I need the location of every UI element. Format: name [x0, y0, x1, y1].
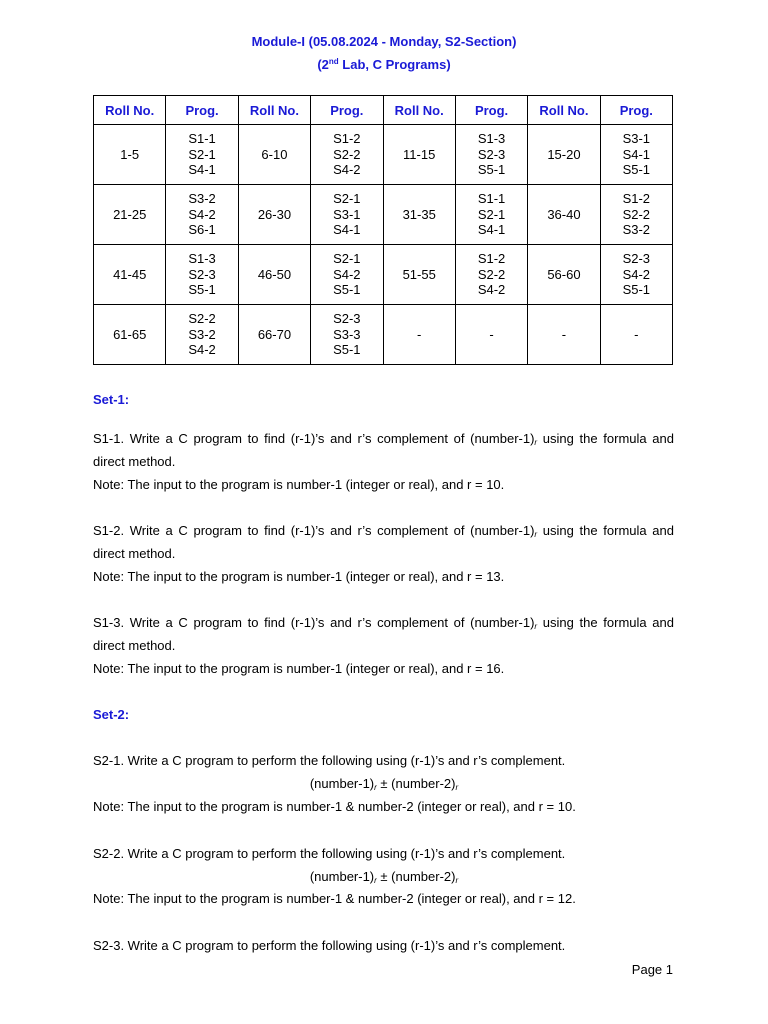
question-s1-1: [93, 427, 674, 496]
program-cell: -: [455, 305, 527, 365]
program-cell: -: [600, 305, 672, 365]
program-cell: [166, 245, 238, 305]
header-roll-no: Roll No.: [238, 96, 310, 125]
question-note: Note: The input to the program is number-1 (integer or real), and r = 16.: [93, 661, 505, 676]
program-id: S6-1: [188, 222, 216, 238]
formula-s2-2: [0, 869, 768, 884]
program-id: S3-2: [188, 326, 216, 342]
table-row: [94, 245, 673, 305]
question-s2-3: S2-3. Write a C program to perform the following using (r-1)’s and r’s complement.: [93, 938, 566, 953]
roll-range-cell: -: [528, 305, 600, 365]
program-id: S2-2: [188, 311, 216, 327]
program-id: S3-1: [622, 131, 651, 147]
program-cell: [455, 245, 527, 305]
formula-operand-1: (number-1): [309, 869, 375, 884]
formula-operand-2: (number-2): [391, 869, 456, 884]
program-cell: [311, 305, 383, 365]
formula-s2-1: [0, 776, 768, 791]
program-id: S1-2: [477, 251, 506, 267]
roll-range-cell: 61-65: [94, 305, 166, 365]
program-id: S2-2: [333, 146, 361, 162]
program-id: S1-1: [477, 191, 506, 207]
program-id: S3-3: [333, 326, 361, 342]
document-title: Module-I (05.08.2024 - Monday, S2-Section): [251, 34, 517, 49]
roll-program-table: [93, 95, 673, 365]
formula-operand-1: (number-1): [309, 776, 375, 791]
program-id: S5-1: [333, 282, 361, 298]
program-cell: [600, 245, 672, 305]
program-id: S3-2: [188, 191, 216, 207]
program-id: S1-3: [477, 131, 506, 147]
program-id: S1-2: [622, 191, 651, 207]
roll-range-cell: -: [383, 305, 455, 365]
question-s2-2: S2-2. Write a C program to perform the following using (r-1)’s and r’s complement.: [93, 846, 566, 861]
page-number: Page 1: [631, 962, 673, 977]
program-id: S2-3: [477, 146, 506, 162]
program-cell: [600, 185, 672, 245]
program-id: S5-1: [622, 282, 651, 298]
program-id: S2-1: [333, 251, 361, 267]
program-id: S2-3: [622, 251, 651, 267]
roll-range-cell: 36-40: [528, 185, 600, 245]
roll-range-cell: 1-5: [94, 125, 166, 185]
table-row: [94, 305, 673, 365]
question-note: Note: The input to the program is number-1 (integer or real), and r = 13.: [93, 569, 505, 584]
roll-range-cell: 51-55: [383, 245, 455, 305]
program-id: S4-1: [188, 162, 216, 178]
program-id: S4-1: [333, 222, 361, 238]
question-text-tail: using the formula and direct method.: [93, 431, 674, 469]
program-id: S4-2: [188, 342, 216, 358]
program-id: S2-3: [333, 311, 361, 327]
roll-range-cell: 11-15: [383, 125, 455, 185]
radix-subscript: r: [534, 530, 538, 539]
radix-subscript: r: [534, 622, 538, 631]
question-text: S1-3. Write a C program to find (r-1)’s and r’s complement of (number-1): [93, 615, 535, 630]
table-row: [94, 185, 673, 245]
roll-range-cell: 46-50: [238, 245, 310, 305]
header-roll-no: Roll No.: [528, 96, 600, 125]
program-id: S4-2: [622, 266, 651, 282]
program-id: S3-2: [622, 222, 651, 238]
radix-subscript: r: [455, 876, 459, 885]
roll-range-cell: 26-30: [238, 185, 310, 245]
header-roll-no: Roll No.: [383, 96, 455, 125]
program-cell: [600, 125, 672, 185]
program-cell: [166, 125, 238, 185]
question-s1-3: [93, 611, 674, 680]
question-text: S1-2. Write a C program to find (r-1)’s and r’s complement of (number-1): [93, 523, 535, 538]
header-prog: Prog.: [455, 96, 527, 125]
program-id: S5-1: [622, 162, 651, 178]
roll-range-cell: 41-45: [94, 245, 166, 305]
plus-minus-operator: ±: [376, 776, 392, 791]
set-2-heading: Set-2:: [93, 707, 130, 722]
program-cell: [311, 125, 383, 185]
program-cell: [311, 185, 383, 245]
program-id: S4-1: [622, 146, 651, 162]
program-id: S2-2: [477, 266, 506, 282]
document-subtitle: [0, 57, 768, 72]
subtitle-pre: (2: [317, 57, 329, 72]
program-id: S4-2: [333, 266, 361, 282]
subtitle-superscript: nd: [328, 57, 339, 66]
program-id: S2-2: [622, 206, 651, 222]
header-roll-no: Roll No.: [94, 96, 166, 125]
radix-subscript: r: [455, 783, 459, 792]
program-id: S3-1: [333, 206, 361, 222]
plus-minus-operator: ±: [376, 869, 392, 884]
header-prog: Prog.: [166, 96, 238, 125]
program-id: S2-3: [188, 266, 216, 282]
question-note: Note: The input to the program is number-1 & number-2 (integer or real), and r = 12.: [93, 891, 576, 906]
radix-subscript: r: [374, 783, 377, 792]
question-s2-1: S2-1. Write a C program to perform the following using (r-1)’s and r’s complement.: [93, 753, 566, 768]
roll-range-cell: 15-20: [528, 125, 600, 185]
program-id: S4-1: [477, 222, 506, 238]
roll-range-cell: 21-25: [94, 185, 166, 245]
table-row: [94, 125, 673, 185]
radix-subscript: r: [374, 876, 377, 885]
roll-range-cell: 56-60: [528, 245, 600, 305]
program-id: S1-1: [188, 131, 216, 147]
table-header-row: [94, 96, 673, 125]
question-note: Note: The input to the program is number-1 & number-2 (integer or real), and r = 10.: [93, 799, 576, 814]
roll-range-cell: 66-70: [238, 305, 310, 365]
question-note: Note: The input to the program is number-1 (integer or real), and r = 10.: [93, 477, 505, 492]
roll-range-cell: 31-35: [383, 185, 455, 245]
formula-operand-2: (number-2): [391, 776, 456, 791]
roll-range-cell: 6-10: [238, 125, 310, 185]
program-cell: [166, 305, 238, 365]
program-id: S1-2: [333, 131, 361, 147]
program-id: S2-1: [188, 146, 216, 162]
program-id: S4-2: [333, 162, 361, 178]
program-cell: [166, 185, 238, 245]
set-1-heading: Set-1:: [93, 392, 130, 407]
question-text-tail: using the formula and direct method.: [93, 523, 674, 561]
question-text-tail: using the formula and direct method.: [93, 615, 674, 653]
question-s1-2: [93, 519, 674, 588]
program-id: S5-1: [333, 342, 361, 358]
program-id: S2-1: [477, 206, 506, 222]
program-id: S4-2: [477, 282, 506, 298]
program-id: S4-2: [188, 206, 216, 222]
program-id: S5-1: [188, 282, 216, 298]
program-cell: [455, 185, 527, 245]
subtitle-post: Lab, C Programs): [338, 57, 451, 72]
header-prog: Prog.: [311, 96, 383, 125]
question-text: S1-1. Write a C program to find (r-1)’s and r’s complement of (number-1): [93, 431, 535, 446]
program-cell: [311, 245, 383, 305]
program-cell: [455, 125, 527, 185]
program-id: S2-1: [333, 191, 361, 207]
program-id: S1-3: [188, 251, 216, 267]
header-prog: Prog.: [600, 96, 672, 125]
program-id: S5-1: [477, 162, 506, 178]
radix-subscript: r: [534, 438, 538, 447]
